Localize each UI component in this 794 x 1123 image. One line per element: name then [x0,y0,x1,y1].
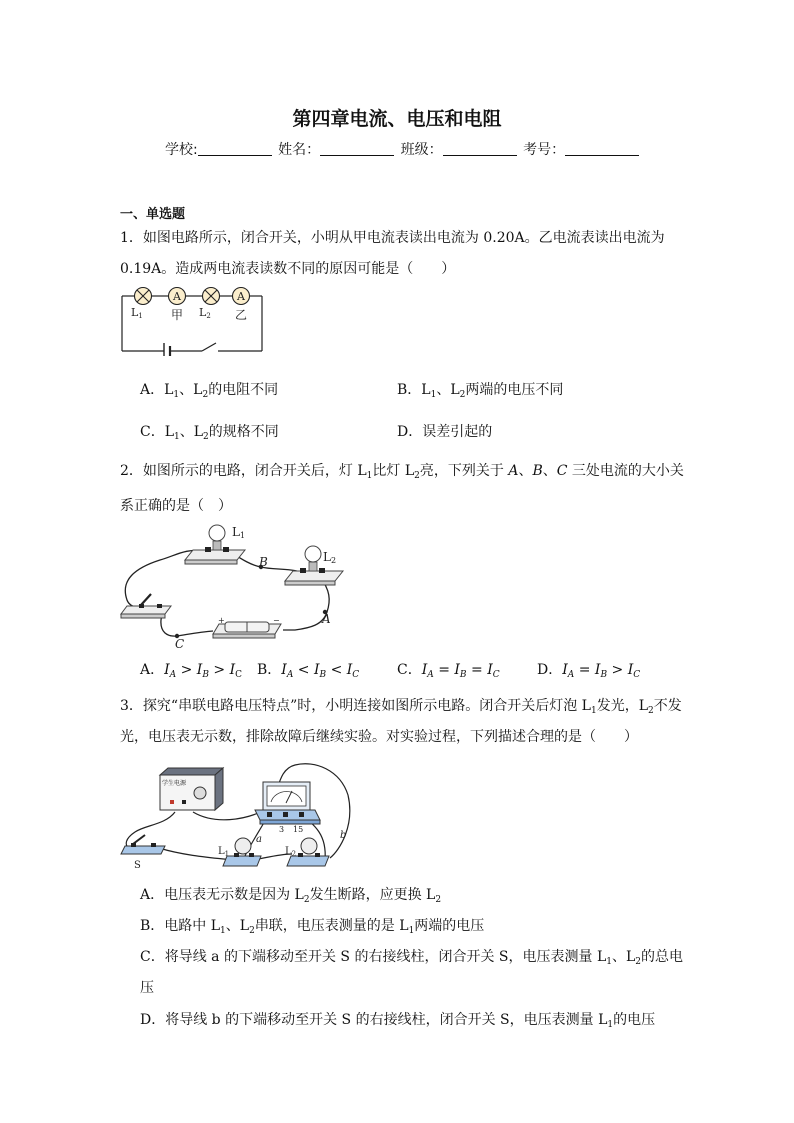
q3-label-l1: $L_1$ [218,846,230,858]
q1-option-c[interactable]: C．$L_1$、$L_2$的规格不同 [140,424,279,442]
svg-text:3: 3 [279,825,285,834]
q1-stem-line2: 0.19A。造成两电流表读数不同的原因可能是（ ） [120,261,456,277]
q2-circuit-figure [115,520,345,650]
q2-stem-line1: 2．如图所示的电路，闭合开关后，灯 $L_1$比灯 $L_2$亮，下列关于 A、B、C 三处电流的大小关 [120,463,684,481]
svg-text:A: A [173,290,181,303]
q3-option-d[interactable]: D．将导线 b 的下端移动至开关 S 的右接线柱，闭合开关 S，电压表测量 $L_1$的电压 [140,1012,656,1030]
q1-label-l2: L2 [199,306,211,320]
q2-option-a[interactable]: A．$I_A > I_B > I_C$ [140,662,243,680]
q1-option-b[interactable]: B．$L_1$、$L_2$两端的电压不同 [397,382,564,400]
lamp-l2-icon [203,288,220,305]
q2-option-c[interactable]: C．$I_A = I_B = I_C$ [397,662,500,680]
switch-icon [121,594,171,618]
ammeter-jia-icon [169,288,186,305]
q3-stem-line2: 光，电压表无示数，排除故障后继续实验。对实验过程，下列描述合理的是（ ） [120,729,638,745]
q3-option-a[interactable]: A．电压表无示数是因为 $L_2$发生断路，应更换 $L_2$ [140,887,442,905]
name-blank[interactable] [320,142,394,156]
svg-text:−: − [273,616,280,625]
q2-option-d[interactable]: D．$I_A = I_B > I_C$ [537,662,641,680]
battery-icon [213,616,281,638]
lamp-l1-icon [135,288,152,305]
voltmeter-icon [255,782,320,834]
svg-text:+: + [218,616,225,625]
school-label: 学校: [165,142,198,158]
q3-label-b: b [340,830,347,841]
school-blank[interactable] [198,142,272,156]
class-blank[interactable] [443,142,517,156]
q1-option-d[interactable]: D．误差引起的 [397,424,493,440]
power-supply-icon [160,768,223,810]
number-blank[interactable] [565,142,639,156]
q1-stem-line1: 1．如图电路所示，闭合开关，小明从甲电流表读出电流为 0.20A。乙电流表读出电流为 [120,230,665,246]
class-label: 班级： [400,142,443,158]
q3-label-l2: $L_2$ [285,846,297,858]
q2-label-l2: L2 [323,550,337,565]
q3-option-c[interactable]: C．将导线 a 的下端移动至开关 S 的右接线柱，闭合开关 S，电压表测量 $L_1$、$L_2$的总电 [140,949,684,967]
ammeter-yi-icon [233,288,250,305]
student-info-row [165,139,641,159]
q1-option-a[interactable]: A．$L_1$、$L_2$的电阻不同 [140,382,279,400]
q2-label-b: B [259,555,268,569]
svg-text:A: A [237,290,245,303]
q3-option-b[interactable]: B．电路中 $L_1$、$L_2$串联，电压表测量的是 $L_1$两端的电压 [140,918,485,936]
section-title: 一、单选题 [120,207,186,222]
bulb-l2-icon [285,546,343,585]
q3-label-a: a [256,834,262,845]
q2-label-a: A [322,612,331,626]
svg-text:学生电源: 学生电源 [162,780,187,787]
q2-option-b[interactable]: B．$I_A < I_B < I_C$ [257,662,360,680]
number-label: 考号： [523,142,566,158]
svg-text:15: 15 [293,825,304,834]
q2-label-c: C [175,637,185,650]
switch-s-icon [121,835,165,854]
q2-label-l1: L1 [232,525,246,540]
q3-stem-line1: 3．探究“串联电路电压特点”时，小明连接如图所示电路。闭合开关后灯泡 $L_1$发光，$L_2$不发 [120,698,682,716]
name-label: 姓名： [278,142,321,158]
q3-option-c-line2: 压 [140,980,154,996]
q1-circuit-figure [118,284,268,356]
q1-label-jia: 甲 [171,308,184,322]
q1-label-yi: 乙 [235,308,248,322]
q1-label-l1: L1 [131,306,143,320]
q3-circuit-figure [115,750,360,880]
q2-stem-line2: 系正确的是（ ） [120,498,232,514]
q3-label-s: S [134,860,141,871]
page-title: 第四章电流、电压和电阻 [292,108,502,130]
